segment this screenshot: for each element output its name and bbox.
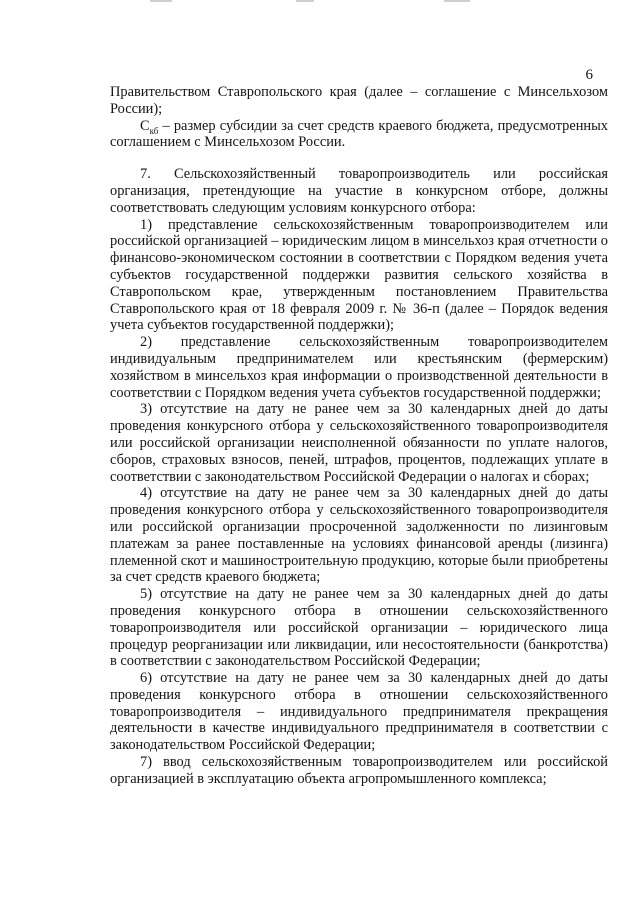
condition-6: 6) отсутствие на дату не ранее чем за 30 календарных дней до даты проведения конкурсного отбора в отношении сельскохозяйственного товаропроизводителя – индивидуального предпринимателя прекращения деятельности в качестве индивидуального предпринимателя в соответствии с законодательством Российской Федерации; [110, 670, 608, 754]
paragraph-item-7: 7. Сельскохозяйственный товаропроизводитель или российская организация, претендующие на участие в конкурсном отборе, должны соответствовать следующим условиям конкурсного отбора: [110, 166, 608, 216]
section-gap [110, 151, 608, 166]
paragraph-ckb-definition [110, 118, 608, 152]
formula-subscript: кб [149, 125, 159, 136]
scan-artifact [444, 0, 470, 2]
document-body [110, 84, 608, 788]
paragraph-continuation: Правительством Ставропольского края (далее – соглашение с Минсельхозом России); [110, 84, 608, 117]
condition-3: 3) отсутствие на дату не ранее чем за 30 календарных дней до даты проведения конкурсного отбора у сельскохозяйственного товаропроизводителя или российской организации неисполненной обязанности по уплате налогов, сборов, страховых взносов, пеней, штрафов, процентов, подлежащих уплате в соответствии с законодательством Российской Федерации о налогах и сборах; [110, 401, 608, 485]
scan-artifact [150, 0, 172, 2]
scan-artifact [296, 0, 314, 2]
condition-1: 1) представление сельскохозяйственным товаропроизводителем или российской организацией – юридическим лицом в минсельхоз края отчетности о финансово-экономическом состоянии в соответствии с Порядком ведения учета субъектов государственной поддержки развития сельского хозяйства в Ставропольском крае, утвержденным постановлением Правительства Ставропольского края от 18 февраля 2009 г. № 36-п (далее – Порядок ведения учета субъектов государственной поддержки); [110, 216, 608, 334]
condition-2: 2) представление сельскохозяйственным товаропроизводителем индивидуальным предпринимателем или крестьянским (фермерским) хозяйством в минсельхоз края информации о производственной деятельности в соответствии с Порядком ведения учета субъектов государственной поддержки; [110, 334, 608, 401]
condition-4: 4) отсутствие на дату не ранее чем за 30 календарных дней до даты проведения конкурсного отбора у сельскохозяйственного товаропроизводителя или российской организации просроченной задолженности по лизинговым платежам за ранее поставленные на условиях финансовой аренды (лизинга) племенной скот и машиностроительную продукцию, которые были приобретены за счет средств краевого бюджета; [110, 485, 608, 586]
condition-7: 7) ввод сельскохозяйственным товаропроизводителем или российской организацией в эксплуатацию объекта агропромышленного комплекса; [110, 754, 608, 787]
page-number: 6 [585, 67, 593, 83]
definition-text: – размер субсидии за счет средств краевого бюджета, предусмотренных соглашением с Минсельхозом России. [110, 117, 608, 151]
formula-symbol: С [140, 117, 150, 134]
condition-5: 5) отсутствие на дату не ранее чем за 30 календарных дней до даты проведения конкурсного отбора в отношении сельскохозяйственного товаропроизводителя или российской организации – юридического лица процедур реорганизации или ликвидации, или несостоятельности (банкротства) в соответствии с законодательством Российской Федерации; [110, 586, 608, 670]
